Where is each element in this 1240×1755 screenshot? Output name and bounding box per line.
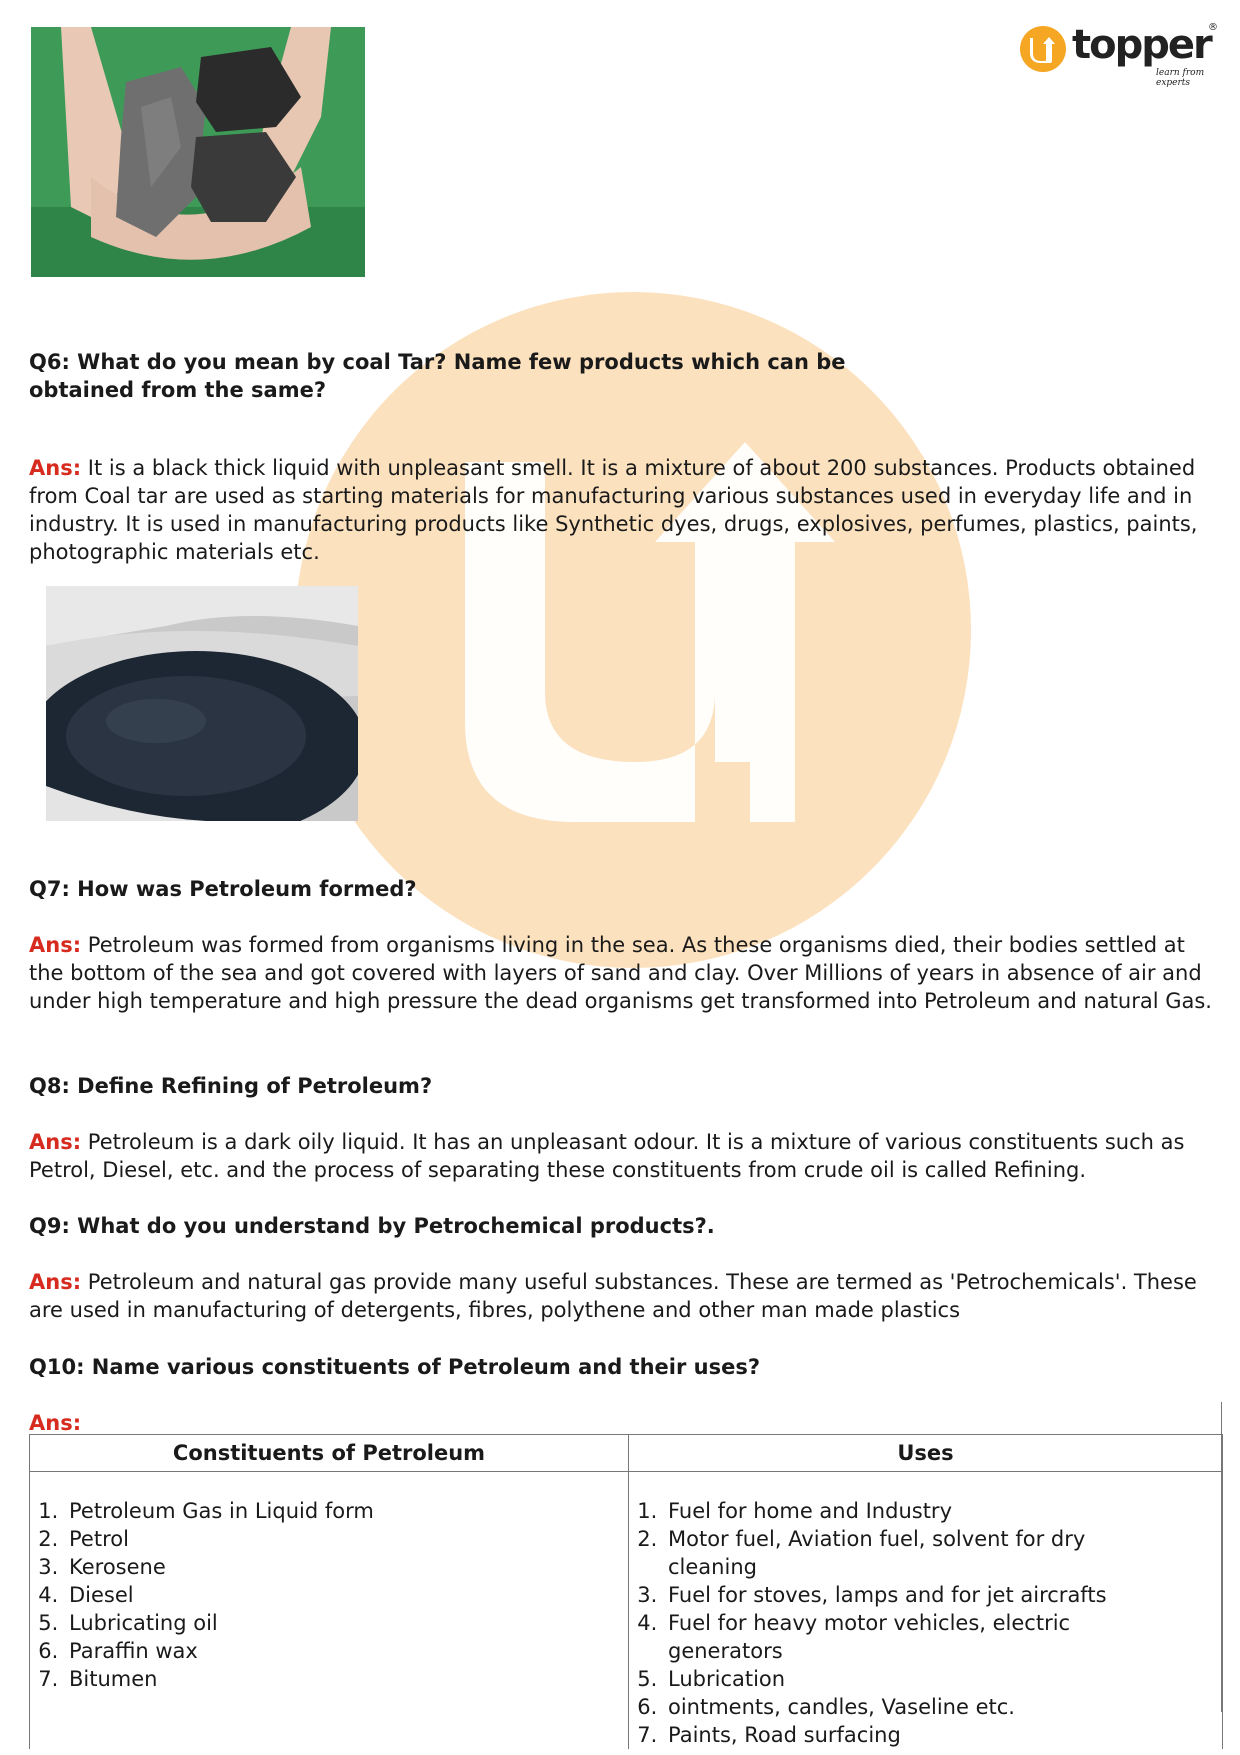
answer-text: It is a black thick liquid with unpleasant smell. It is a mixture of about 200 substances. Products obtained from Coal tar are used as starting materials for manufacturing various substances used in everyday life and in industry. It is used in manufacturing products like Synthetic dyes, drugs, explosives, perfumes, plastics, paints, photographic materials etc. xyxy=(29,456,1198,564)
table-row xyxy=(30,1472,1223,1750)
answer-text: Petroleum and natural gas provide many useful substances. These are termed as 'Petrochemicals'. These are used in manufacturing of detergents, fibres, polythene and other man made plastics xyxy=(29,1270,1197,1322)
list-item: 5. Lubrication xyxy=(664,1665,1162,1693)
answer-label: Ans: xyxy=(29,1411,82,1435)
list-item: 7. Bitumen xyxy=(65,1665,628,1693)
list-item: 7. Paints, Road surfacing xyxy=(664,1721,1162,1749)
answer-q7 xyxy=(29,931,1221,1015)
answer-label: Ans: xyxy=(29,1270,82,1294)
uses-list xyxy=(629,1472,1222,1749)
list-item: 4. Diesel xyxy=(65,1581,628,1609)
question-q10: Q10: Name various constituents of Petroleum and their uses? xyxy=(29,1355,761,1379)
logo-registered-mark: ® xyxy=(1208,22,1218,33)
list-item: 3. Kerosene xyxy=(65,1553,628,1581)
list-item: 6. ointments, candles, Vaseline etc. xyxy=(664,1693,1162,1721)
header-uses: Uses xyxy=(629,1435,1223,1472)
answer-text: Petroleum is a dark oily liquid. It has an unpleasant odour. It is a mixture of various constituents such as Petrol, Diesel, etc. and the process of separating these constituents from crude oil is called Refining. xyxy=(29,1130,1185,1182)
question-q7: Q7: How was Petroleum formed? xyxy=(29,877,417,901)
constituents-list xyxy=(30,1472,628,1693)
coal-tar-bag-photo xyxy=(46,586,358,821)
list-item: 2. Motor fuel, Aviation fuel, solvent for dry cleaning xyxy=(664,1525,1162,1581)
table-header-row xyxy=(30,1435,1223,1472)
answer-q9 xyxy=(29,1268,1221,1324)
header-constituents: Constituents of Petroleum xyxy=(30,1435,629,1472)
list-item: 2. Petrol xyxy=(65,1525,628,1553)
answer-q6 xyxy=(29,454,1221,566)
answer-label: Ans: xyxy=(29,456,82,480)
list-item: 4. Fuel for heavy motor vehicles, electric generators xyxy=(664,1609,1162,1665)
list-item: 5. Lubricating oil xyxy=(65,1609,628,1637)
list-item: 1. Fuel for home and Industry xyxy=(664,1497,1162,1525)
uses-cell xyxy=(629,1472,1223,1750)
question-q8: Q8: Define Refining of Petroleum? xyxy=(29,1074,433,1098)
answer-text: Petroleum was formed from organisms living in the sea. As these organisms died, their bodies settled at the bottom of the sea and got covered with layers of sand and clay. Over Millions of years in absence of air and under high temperature and high pressure the dead organisms get transformed into Petroleum and natural Gas. xyxy=(29,933,1212,1013)
constituents-cell xyxy=(30,1472,629,1750)
answer-q10 xyxy=(29,1409,81,1437)
logo-tagline: learn from experts xyxy=(1156,68,1205,88)
list-item: 6. Paraffin wax xyxy=(65,1637,628,1665)
logo-u-icon xyxy=(1020,26,1066,72)
answer-label: Ans: xyxy=(29,933,82,957)
question-q6: Q6: What do you mean by coal Tar? Name few products which can be obtained from the same? xyxy=(29,350,846,402)
list-item: 3. Fuel for stoves, lamps and for jet aircrafts xyxy=(664,1581,1162,1609)
constituents-table xyxy=(29,1434,1223,1749)
question-q9: Q9: What do you understand by Petrochemical products?. xyxy=(29,1214,715,1238)
topper-logo xyxy=(1020,22,1220,86)
answer-label: Ans: xyxy=(29,1130,82,1154)
list-item: 1. Petroleum Gas in Liquid form xyxy=(65,1497,628,1525)
answer-q8 xyxy=(29,1128,1221,1184)
logo-text: topper xyxy=(1072,22,1211,68)
coal-in-hands-photo xyxy=(31,27,365,277)
